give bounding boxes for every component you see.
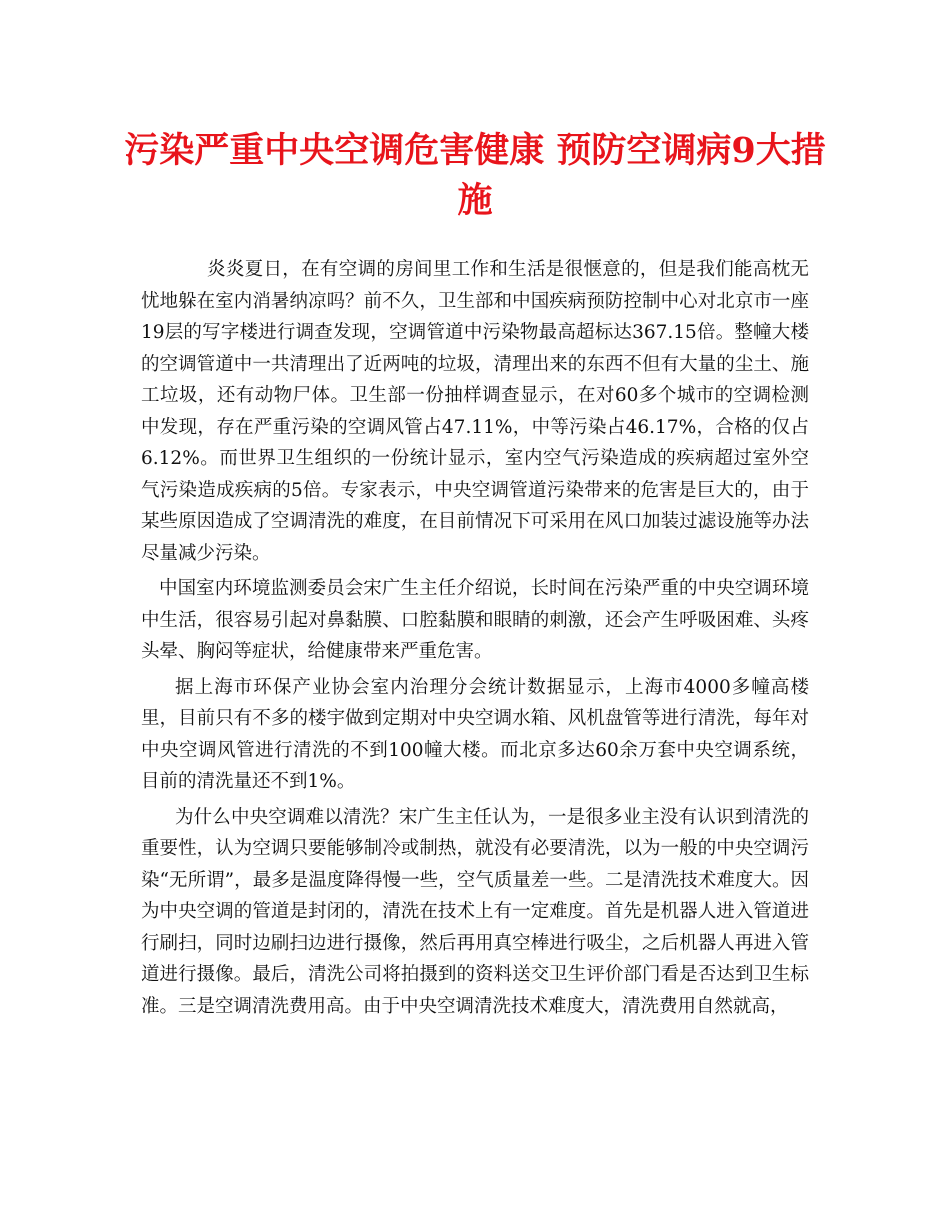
paragraph-1: 炎炎夏日，在有空调的房间里工作和生活是很惬意的，但是我们能高枕无忧地躲在室内消暑纳凉吗？前不久，卫生部和中国疾病预防控制中心对北京市一座19层的写字楼进行调查发现，空调管道中污染物最高超标达367.15倍。整幢大楼的空调管道中一共清理出了近两吨的垃圾，清理出来的东西不但有大量的尘土、施工垃圾，还有动物尸体。卫生部一份抽样调查显示，在对60多个城市的空调检测中发现，存在严重污染的空调风管占47.11%，中等污染占46.17%，合格的仅占6.12%。而世界卫生组织的一份统计显示，室内空气污染造成的疾病超过室外空气污染造成疾病的5倍。专家表示，中央空调管道污染带来的危害是巨大的，由于某些原因造成了空调清洗的难度，在目前情况下可采用在风口加装过滤设施等办法尽量减少污染。 [141,259,809,564]
document-title: 污染严重中央空调危害健康 预防空调病9大措施 [124,130,826,221]
paragraph-2: 中国室内环境监测委员会宋广生主任介绍说，长时间在污染严重的中央空调环境中生活，很容易引起对鼻黏膜、口腔黏膜和眼睛的刺激，还会产生呼吸困难、头疼头晕、胸闷等症状，给健康带来严重危害。 [141,578,809,662]
document-body [141,254,809,1022]
paragraph-4: 为什么中央空调难以清洗？宋广生主任认为，一是很多业主没有认识到清洗的重要性，认为空调只要能够制冷或制热，就没有必要清洗，以为一般的中央空调污染“无所谓”，最多是温度降得慢一些，空气质量差一些。二是清洗技术难度大。因为中央空调的管道是封闭的，清洗在技术上有一定难度。首先是机器人进入管道进行刷扫，同时边刷扫边进行摄像，然后再用真空棒进行吸尘，之后机器人再进入管道进行摄像。最后，清洗公司将拍摄到的资料送交卫生评价部门看是否达到卫生标准。三是空调清洗费用高。由于中央空调清洗技术难度大，清洗费用自然就高， [141,806,809,1017]
paragraph-3: 据上海市环保产业协会室内治理分会统计数据显示，上海市4000多幢高楼里，目前只有不多的楼宇做到定期对中央空调水箱、风机盘管等进行清洗，每年对中央空调风管进行清洗的不到100幢大楼。而北京多达60余万套中央空调系统，目前的清洗量还不到1%。 [141,676,809,792]
